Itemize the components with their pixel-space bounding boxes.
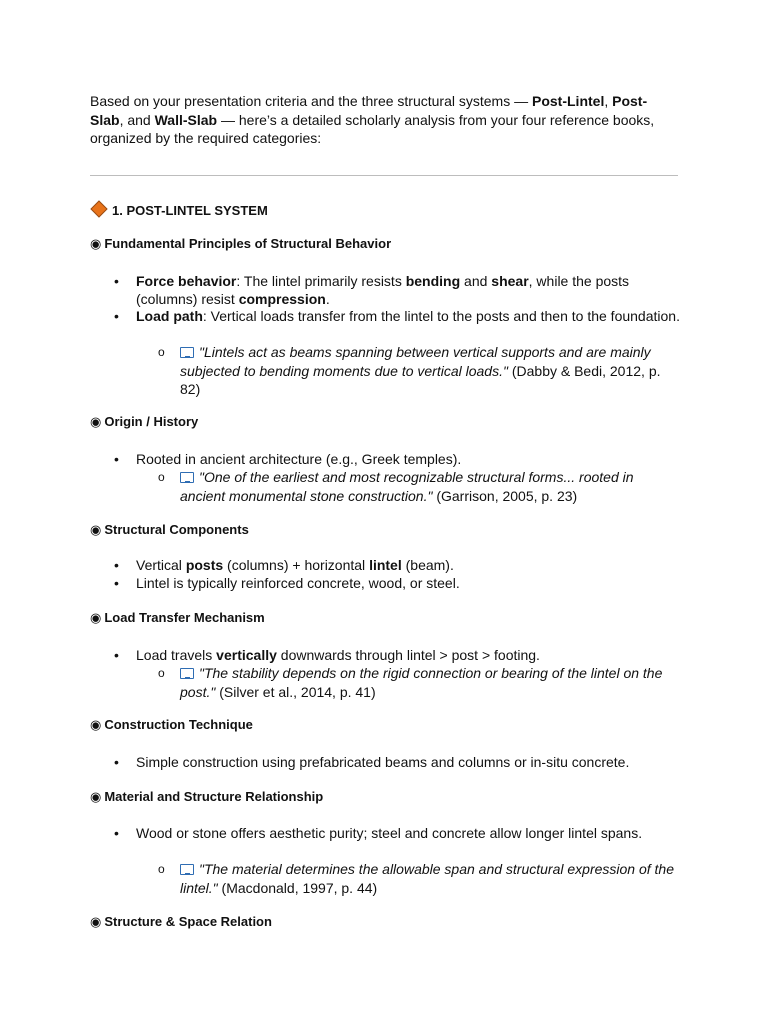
bullet-icon: •	[114, 451, 119, 467]
bold-term: shear	[491, 273, 529, 289]
item-text: downwards through lintel > post > footing.	[276, 647, 540, 663]
sub-bullet-icon: o	[158, 862, 165, 876]
heading-marker-icon: ◉	[90, 522, 102, 537]
bold-term: bending	[405, 273, 461, 289]
heading-marker-icon: ◉	[90, 236, 102, 251]
quote-item	[158, 468, 680, 505]
quote-text: "Lintels act as beams spanning between vertical supports and are mainly subjected to bending moments due to vertical loads."	[180, 344, 651, 379]
item-text: : The lintel primarily resists	[236, 273, 406, 289]
bullet-icon: •	[114, 557, 119, 573]
bold-term: compression	[238, 291, 326, 307]
section-title-text: 1. POST-LINTEL SYSTEM	[112, 203, 268, 218]
sub-bullet-icon: o	[158, 666, 165, 680]
heading-text: Construction Technique	[104, 717, 253, 732]
heading-components	[90, 521, 249, 539]
list-item	[114, 272, 681, 308]
item-text: Vertical	[136, 557, 186, 573]
heading-origin	[90, 413, 198, 431]
quote-item	[158, 664, 680, 701]
item-text: Lintel is typically reinforced concrete, wood, or steel.	[136, 575, 460, 591]
quote-text: "The stability depends on the rigid connection or bearing of the lintel on the post."	[180, 665, 663, 700]
list-item	[114, 646, 681, 664]
quote-item	[158, 343, 680, 399]
bold-label: Force behavior	[136, 273, 237, 289]
intro-paragraph	[90, 92, 680, 148]
heading-text: Structural Components	[104, 522, 249, 537]
bullet-icon: •	[114, 754, 119, 770]
horizontal-divider	[90, 175, 678, 176]
heading-text: Structure & Space Relation	[104, 914, 272, 929]
quote-text: "The material determines the allowable span and structural expression of the lintel."	[180, 861, 675, 896]
item-text: (beam).	[401, 557, 454, 573]
heading-marker-icon: ◉	[90, 414, 102, 429]
quote-item	[158, 860, 680, 897]
citation: (Silver et al., 2014, p. 41)	[215, 683, 376, 700]
book-icon	[180, 347, 194, 358]
list-item	[114, 574, 681, 592]
heading-marker-icon: ◉	[90, 610, 102, 625]
heading-marker-icon: ◉	[90, 717, 102, 732]
list-item	[114, 753, 681, 771]
item-text: : Vertical loads transfer from the lintel to the posts and then to the foundation.	[202, 308, 680, 324]
orange-diamond-icon	[90, 200, 108, 218]
citation: (Macdonald, 1997, p. 44)	[217, 879, 378, 896]
citation: (Garrison, 2005, p. 23)	[432, 487, 578, 504]
heading-text: Material and Structure Relationship	[104, 789, 324, 804]
book-icon	[180, 668, 194, 679]
intro-bold-post-slab: Post-Slab	[90, 93, 648, 128]
list-item	[114, 556, 681, 574]
item-text: .	[325, 291, 330, 307]
intro-text: Based on your presentation criteria and the three structural systems —	[90, 93, 532, 109]
heading-construction	[90, 716, 253, 734]
book-icon	[180, 864, 194, 875]
bullet-icon: •	[114, 575, 119, 591]
list-item	[114, 307, 681, 325]
sub-bullet-icon: o	[158, 470, 165, 484]
section-title	[90, 200, 268, 218]
bullet-icon: •	[114, 273, 119, 289]
bold-term: lintel	[369, 557, 402, 573]
heading-load-transfer	[90, 609, 265, 627]
item-text: Load travels	[136, 647, 217, 663]
list-item	[114, 824, 681, 842]
intro-bold-post-lintel: Post-Lintel	[532, 93, 605, 109]
item-text: and	[460, 273, 492, 289]
intro-bold-wall-slab: Wall-Slab	[154, 111, 218, 128]
item-text: Wood or stone offers aesthetic purity; steel and concrete allow longer lintel spans.	[136, 825, 643, 841]
quote-text: "One of the earliest and most recognizable structural forms... rooted in ancient monumental stone construction."	[180, 469, 634, 504]
heading-marker-icon: ◉	[90, 914, 102, 929]
bullet-icon: •	[114, 825, 119, 841]
bullet-icon: •	[114, 308, 119, 324]
bold-term: vertically	[216, 647, 277, 663]
item-text: Simple construction using prefabricated beams and columns or in-situ concrete.	[136, 754, 630, 770]
bullet-icon: •	[114, 647, 119, 663]
intro-text: — here’s a detailed scholarly analysis from your four reference books, organized by the required categories:	[90, 111, 655, 146]
heading-marker-icon: ◉	[90, 789, 102, 804]
citation: (Dabby & Bedi, 2012, p. 82)	[180, 362, 661, 397]
heading-text: Fundamental Principles of Structural Behavior	[104, 236, 392, 251]
intro-text: ,	[604, 93, 613, 109]
heading-text: Origin / History	[104, 414, 199, 429]
heading-space	[90, 913, 272, 931]
heading-text: Load Transfer Mechanism	[104, 610, 265, 625]
intro-text: , and	[119, 111, 155, 128]
heading-material	[90, 788, 323, 806]
book-icon	[180, 472, 194, 483]
item-text: Rooted in ancient architecture (e.g., Greek temples).	[136, 451, 462, 467]
bold-label: Load path	[136, 308, 203, 324]
heading-fundamental	[90, 235, 391, 253]
list-item	[114, 450, 681, 468]
item-text: , while the posts (columns) resist	[136, 273, 630, 307]
sub-bullet-icon: o	[158, 345, 165, 359]
item-text: (columns) + horizontal	[223, 557, 370, 573]
bold-term: posts	[185, 557, 224, 573]
